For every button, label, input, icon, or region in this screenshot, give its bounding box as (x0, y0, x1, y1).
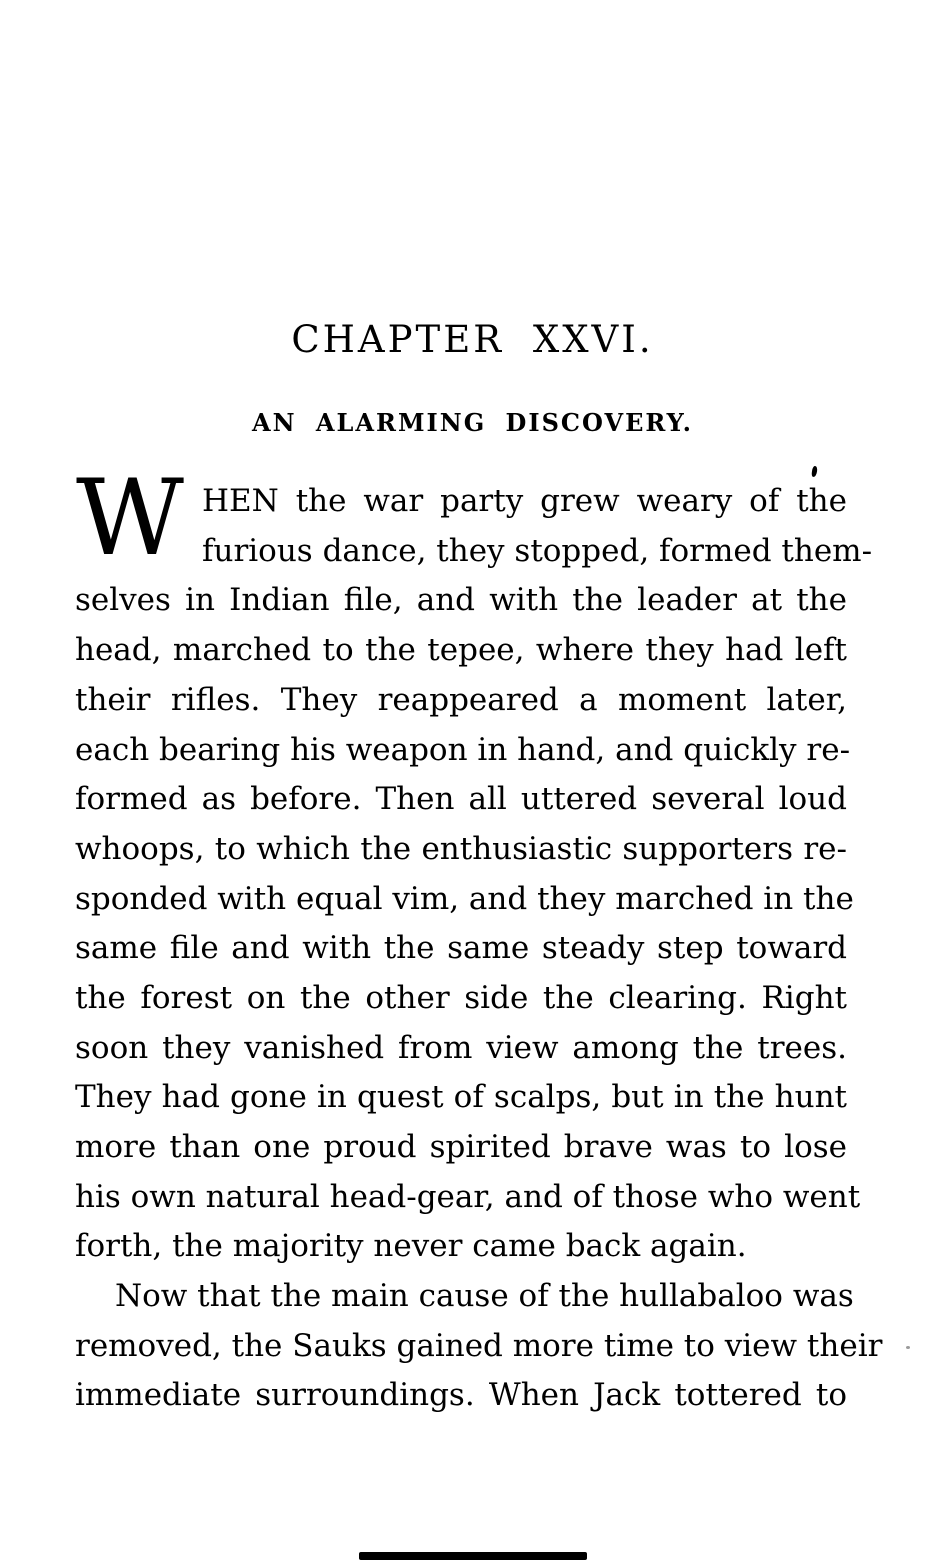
chapter-heading: CHAPTER XXVI. (291, 318, 654, 361)
text-line: HEN the war party grew weary of the (202, 483, 847, 520)
text-line: sponded with equal vim, and they marched in the (75, 880, 854, 917)
section-title: AN ALARMING DISCOVERY. (251, 407, 694, 437)
text-line: more than one proud spirited brave was to lose (75, 1129, 847, 1166)
text-line: head, marched to the tepee, where they had left (75, 632, 847, 669)
text-line: their rifles. They reappeared a moment later, (75, 681, 847, 718)
text-line: furious dance, they stopped, formed them- (202, 532, 873, 569)
text-line: removed, the Sauks gained more time to view their (75, 1327, 883, 1364)
text-line: whoops, to which the enthusiastic supporters re- (75, 830, 847, 867)
text-line: forth, the majority never came back again. (75, 1228, 747, 1265)
bottom-edge-bar (359, 1552, 587, 1560)
text-line: selves in Indian file, and with the leader at the (75, 582, 847, 619)
ink-speck (811, 466, 817, 478)
text-line: They had gone in quest of scalps, but in the hunt (75, 1079, 847, 1116)
ink-speck (906, 1346, 910, 1349)
text-line: immediate surroundings. When Jack tottered to (75, 1377, 847, 1414)
text-line: Now that the main cause of the hullabaloo was (115, 1278, 854, 1315)
text-line: same file and with the same steady step toward (75, 930, 847, 967)
text-line: each bearing his weapon in hand, and quickly re- (75, 731, 851, 768)
text-line: the forest on the other side the clearing. Right (75, 979, 847, 1016)
page-body (75, 457, 883, 1421)
text-line: formed as before. Then all uttered several loud (75, 781, 847, 818)
drop-cap: W (76, 457, 184, 580)
text-line: soon they vanished from view among the trees. (75, 1029, 847, 1066)
text-line: his own natural head-gear, and of those who went (75, 1178, 861, 1215)
